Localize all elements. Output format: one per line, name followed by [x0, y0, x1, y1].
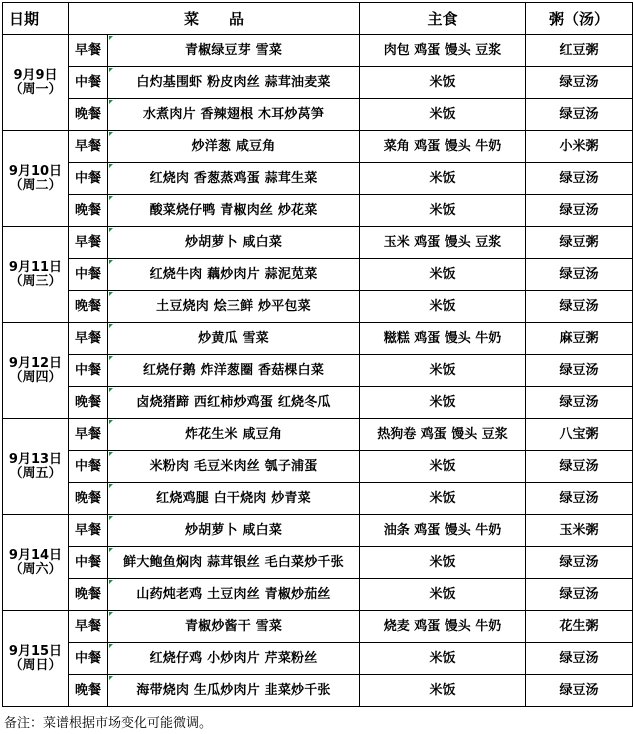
staple-cell: 菜角 鸡蛋 馒头 牛奶	[360, 131, 526, 163]
meal-label: 晚餐	[69, 579, 108, 611]
porridge-cell: 绿豆汤	[526, 643, 633, 675]
porridge-cell: 绿豆汤	[526, 483, 633, 515]
day-weekday: （周六）	[9, 561, 62, 577]
staple-cell: 米饭	[360, 547, 526, 579]
staple-column-header: 主食	[360, 3, 526, 35]
meal-row	[3, 483, 633, 515]
meal-row	[3, 387, 633, 419]
porridge-cell: 绿豆汤	[526, 675, 633, 707]
porridge-cell: 绿豆汤	[526, 99, 633, 131]
meal-label: 晚餐	[69, 291, 108, 323]
meal-label: 晚餐	[69, 483, 108, 515]
meal-label: 晚餐	[69, 99, 108, 131]
dishes-cell: 红烧仔鸡 小炒肉片 芹菜粉丝	[108, 643, 360, 675]
menu-body	[3, 35, 633, 707]
porridge-cell: 绿豆汤	[526, 67, 633, 99]
porridge-cell: 麻豆粥	[526, 323, 633, 355]
footnote: 备注：菜谱根据市场变化可能微调。	[4, 716, 213, 731]
porridge-cell: 八宝粥	[526, 419, 633, 451]
dishes-cell: 米粉肉 毛豆米肉丝 瓠子浦蛋	[108, 451, 360, 483]
day-date-cell	[3, 419, 69, 515]
day-date: 9月9日	[13, 67, 58, 83]
porridge-cell: 小米粥	[526, 131, 633, 163]
porridge-cell: 红豆粥	[526, 35, 633, 67]
porridge-cell: 玉米粥	[526, 515, 633, 547]
day-weekday: （周五）	[9, 465, 62, 481]
meal-label: 中餐	[69, 163, 108, 195]
day-date-cell	[3, 323, 69, 419]
day-weekday: （周四）	[9, 369, 62, 385]
dishes-cell: 炒胡萝卜 咸白菜	[108, 515, 360, 547]
porridge-cell: 绿豆汤	[526, 579, 633, 611]
dishes-cell: 青椒炒酱干 雪菜	[108, 611, 360, 643]
day-weekday: （周三）	[9, 273, 62, 289]
meal-label: 早餐	[69, 419, 108, 451]
staple-cell: 玉米 鸡蛋 馒头 豆浆	[360, 227, 526, 259]
meal-row	[3, 355, 633, 387]
porridge-cell: 绿豆汤	[526, 355, 633, 387]
staple-cell: 肉包 鸡蛋 馒头 豆浆	[360, 35, 526, 67]
staple-cell: 油条 鸡蛋 馒头 牛奶	[360, 515, 526, 547]
header-row	[3, 3, 633, 35]
staple-cell: 米饭	[360, 643, 526, 675]
meal-label: 早餐	[69, 515, 108, 547]
dishes-cell: 土豆烧肉 烩三鲜 炒平包菜	[108, 291, 360, 323]
day-date-cell	[3, 611, 69, 707]
meal-row	[3, 67, 633, 99]
day-date: 9月10日	[8, 163, 63, 179]
staple-cell: 米饭	[360, 291, 526, 323]
meal-row	[3, 611, 633, 643]
meal-row	[3, 643, 633, 675]
porridge-cell: 绿豆汤	[526, 291, 633, 323]
porridge-cell: 花生粥	[526, 611, 633, 643]
weekly-menu-table	[2, 2, 633, 707]
meal-label: 中餐	[69, 259, 108, 291]
dishes-cell: 炒黄瓜 雪菜	[108, 323, 360, 355]
meal-label: 中餐	[69, 643, 108, 675]
meal-label: 早餐	[69, 131, 108, 163]
meal-label: 早餐	[69, 35, 108, 67]
dishes-cell: 卤烧猪蹄 西红柿炒鸡蛋 红烧冬瓜	[108, 387, 360, 419]
staple-cell: 米饭	[360, 675, 526, 707]
porridge-cell: 绿豆粥	[526, 227, 633, 259]
staple-cell: 米饭	[360, 99, 526, 131]
dishes-cell: 海带烧肉 生瓜炒肉片 韭菜炒千张	[108, 675, 360, 707]
day-date: 9月11日	[8, 259, 63, 275]
meal-row	[3, 99, 633, 131]
day-date: 9月13日	[8, 451, 63, 467]
dishes-cell: 红烧鸡腿 白干烧肉 炒青菜	[108, 483, 360, 515]
day-weekday: （周一）	[9, 81, 62, 97]
dishes-cell: 青椒绿豆芽 雪菜	[108, 35, 360, 67]
staple-cell: 米饭	[360, 259, 526, 291]
day-date-cell	[3, 131, 69, 227]
staple-cell: 糍糕 鸡蛋 馒头 牛奶	[360, 323, 526, 355]
dishes-cell: 鲜大鲍鱼焖肉 蒜茸银丝 毛白菜炒千张	[108, 547, 360, 579]
staple-cell: 米饭	[360, 483, 526, 515]
meal-row	[3, 163, 633, 195]
meal-row	[3, 579, 633, 611]
dishes-cell: 红烧仔鹅 炸洋葱圈 香菇棵白菜	[108, 355, 360, 387]
staple-cell: 米饭	[360, 579, 526, 611]
staple-cell: 米饭	[360, 355, 526, 387]
meal-row	[3, 419, 633, 451]
dishes-cell: 炒洋葱 咸豆角	[108, 131, 360, 163]
meal-row	[3, 547, 633, 579]
meal-label: 早餐	[69, 611, 108, 643]
staple-cell: 米饭	[360, 451, 526, 483]
staple-cell: 米饭	[360, 163, 526, 195]
dishes-cell: 炸花生米 咸豆角	[108, 419, 360, 451]
meal-row	[3, 451, 633, 483]
meal-label: 晚餐	[69, 675, 108, 707]
dishes-cell: 炒胡萝卜 咸白菜	[108, 227, 360, 259]
meal-row	[3, 35, 633, 67]
staple-cell: 米饭	[360, 67, 526, 99]
meal-label: 中餐	[69, 451, 108, 483]
day-date: 9月14日	[8, 547, 63, 563]
day-date: 9月12日	[8, 355, 63, 371]
day-date-cell	[3, 515, 69, 611]
staple-cell: 烧麦 鸡蛋 馒头 牛奶	[360, 611, 526, 643]
date-column-header: 日期	[3, 3, 69, 35]
dishes-cell: 红烧牛肉 藕炒肉片 蒜泥苋菜	[108, 259, 360, 291]
porridge-cell: 绿豆汤	[526, 547, 633, 579]
meal-row	[3, 195, 633, 227]
meal-row	[3, 227, 633, 259]
meal-row	[3, 291, 633, 323]
porridge-cell: 绿豆汤	[526, 451, 633, 483]
porridge-cell: 绿豆汤	[526, 259, 633, 291]
porridge-cell: 绿豆汤	[526, 163, 633, 195]
dishes-cell: 白灼基围虾 粉皮肉丝 蒜茸油麦菜	[108, 67, 360, 99]
day-date-cell	[3, 35, 69, 131]
dishes-cell: 山药炖老鸡 土豆肉丝 青椒炒茄丝	[108, 579, 360, 611]
day-date: 9月15日	[8, 643, 63, 659]
dishes-column-header: 菜 品	[69, 3, 360, 35]
meal-row	[3, 675, 633, 707]
dishes-cell: 酸菜烧仔鸭 青椒肉丝 炒花菜	[108, 195, 360, 227]
meal-label: 早餐	[69, 227, 108, 259]
staple-cell: 米饭	[360, 195, 526, 227]
meal-row	[3, 259, 633, 291]
day-weekday: （周日）	[9, 657, 62, 673]
meal-label: 中餐	[69, 355, 108, 387]
meal-row	[3, 515, 633, 547]
porridge-column-header: 粥（汤）	[526, 3, 633, 35]
staple-cell: 热狗卷 鸡蛋 馒头 豆浆	[360, 419, 526, 451]
staple-cell: 米饭	[360, 387, 526, 419]
porridge-cell: 绿豆汤	[526, 195, 633, 227]
dishes-cell: 红烧肉 香葱蒸鸡蛋 蒜茸生菜	[108, 163, 360, 195]
meal-row	[3, 323, 633, 355]
meal-label: 早餐	[69, 323, 108, 355]
day-weekday: （周二）	[9, 177, 62, 193]
porridge-cell: 绿豆汤	[526, 387, 633, 419]
day-date-cell	[3, 227, 69, 323]
meal-label: 晚餐	[69, 195, 108, 227]
meal-label: 晚餐	[69, 387, 108, 419]
dishes-cell: 水煮肉片 香辣翅根 木耳炒莴笋	[108, 99, 360, 131]
meal-row	[3, 131, 633, 163]
meal-label: 中餐	[69, 67, 108, 99]
meal-label: 中餐	[69, 547, 108, 579]
